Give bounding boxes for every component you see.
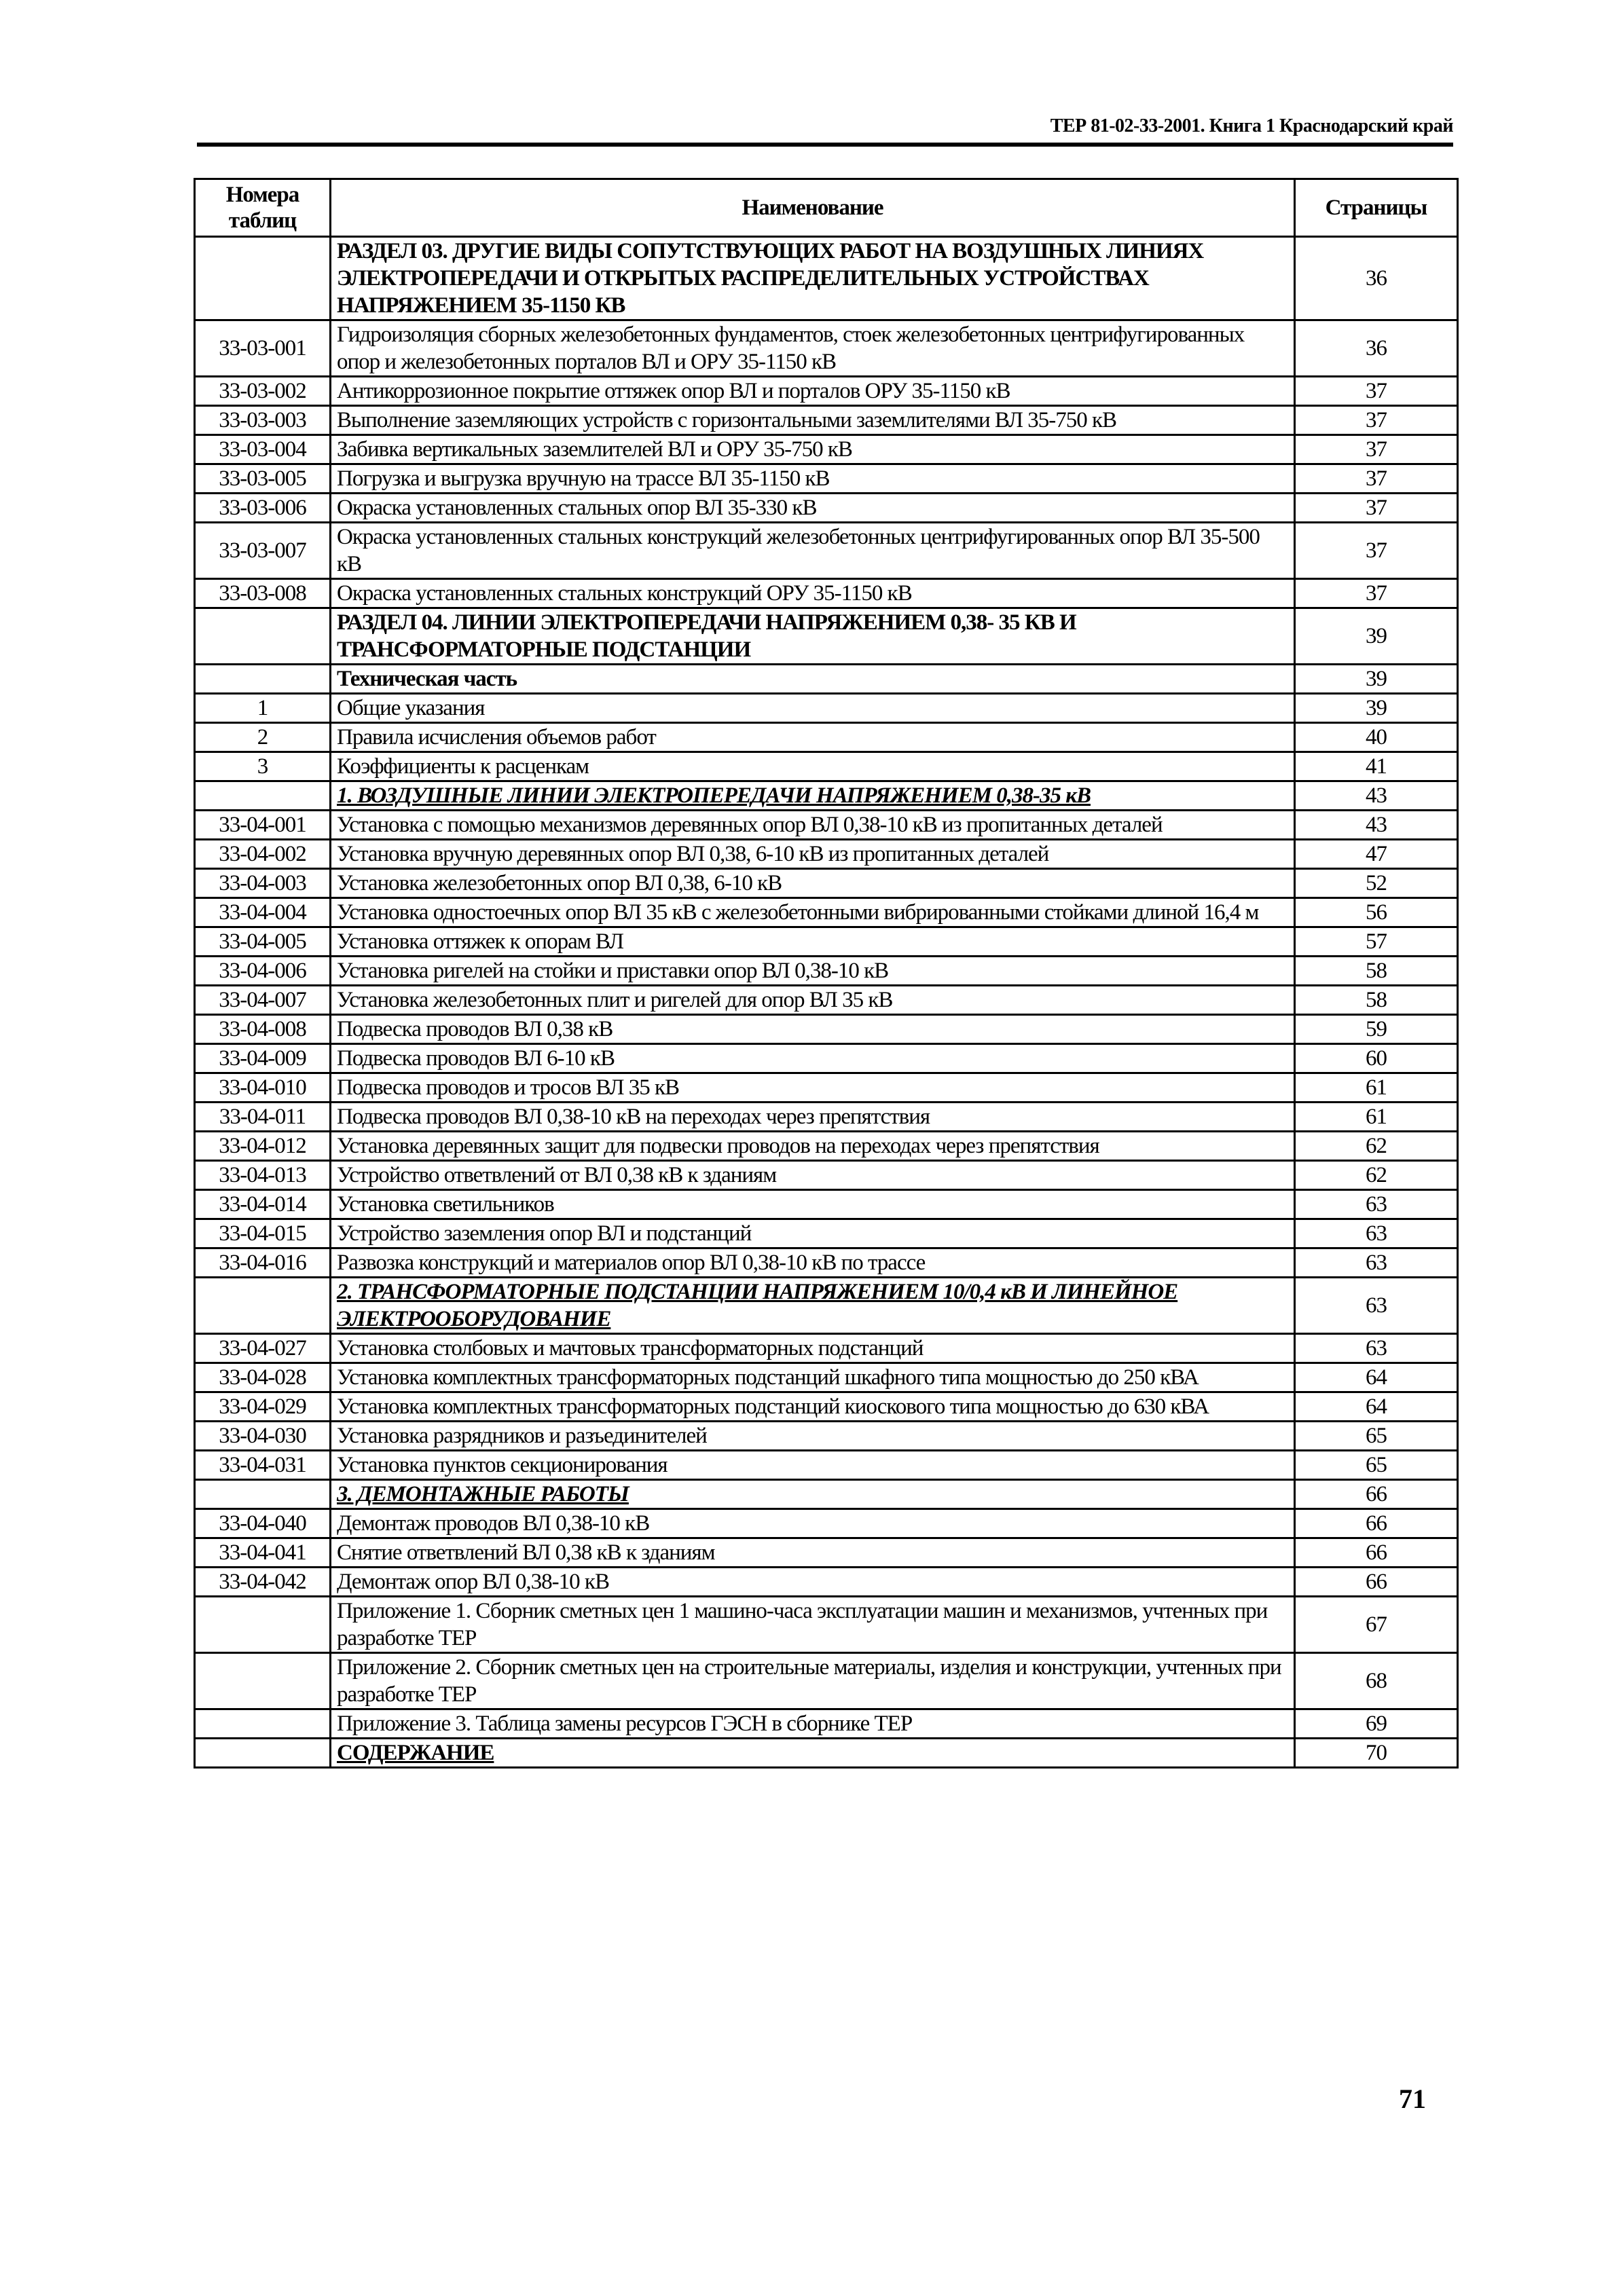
table-name-cell: 1. ВОЗДУШНЫЕ ЛИНИИ ЭЛЕКТРОПЕРЕДАЧИ НАПРЯЖЕНИЕМ 0,38-35 кВ (331, 781, 1295, 811)
table-number-cell: 33-04-027 (195, 1334, 331, 1363)
table-page-cell: 57 (1295, 927, 1458, 957)
header-table-numbers: Номера таблиц (195, 179, 331, 237)
table-name-cell: Демонтаж проводов ВЛ 0,38-10 кВ (331, 1509, 1295, 1538)
table-name-cell: Установка ригелей на стойки и приставки опор ВЛ 0,38-10 кВ (331, 957, 1295, 986)
table-number-cell: 33-04-028 (195, 1363, 331, 1392)
table-page-cell: 64 (1295, 1363, 1458, 1392)
table-number-cell: 33-04-011 (195, 1103, 331, 1132)
table-number-cell: 33-04-004 (195, 898, 331, 927)
table-row (195, 579, 1458, 608)
table-page-cell: 37 (1295, 523, 1458, 579)
table-number-cell (195, 665, 331, 694)
table-page-cell: 40 (1295, 723, 1458, 752)
table-number-cell: 33-04-030 (195, 1422, 331, 1451)
table-page-cell: 39 (1295, 694, 1458, 723)
table-page-cell: 58 (1295, 986, 1458, 1015)
table-name-cell: Окраска установленных стальных опор ВЛ 35-330 кВ (331, 494, 1295, 523)
table-number-cell: 1 (195, 694, 331, 723)
table-number-cell: 33-04-042 (195, 1568, 331, 1597)
table-number-cell: 33-04-041 (195, 1538, 331, 1568)
table-row (195, 1538, 1458, 1568)
table-row (195, 1392, 1458, 1422)
table-row (195, 1509, 1458, 1538)
table-number-cell: 33-03-004 (195, 435, 331, 464)
table-name-cell: Приложение 3. Таблица замены ресурсов ГЭСН в сборнике ТЕР (331, 1709, 1295, 1739)
table-page-cell: 67 (1295, 1597, 1458, 1653)
table-number-cell (195, 1709, 331, 1739)
table-name-cell: Устройство ответвлений от ВЛ 0,38 кВ к зданиям (331, 1161, 1295, 1190)
table-page-cell: 58 (1295, 957, 1458, 986)
table-page-cell: 62 (1295, 1161, 1458, 1190)
table-name-cell: Погрузка и выгрузка вручную на трассе ВЛ 35-1150 кВ (331, 464, 1295, 494)
table-row (195, 464, 1458, 494)
table-page-cell: 37 (1295, 464, 1458, 494)
running-title: ТЕР 81-02-33-2001. Книга 1 Краснодарский край (1050, 115, 1453, 136)
table-name-cell: РАЗДЕЛ 04. ЛИНИИ ЭЛЕКТРОПЕРЕДАЧИ НАПРЯЖЕНИЕМ 0,38- 35 КВ И ТРАНСФОРМАТОРНЫЕ ПОДСТАНЦИИ (331, 608, 1295, 665)
table-name-cell: Демонтаж опор ВЛ 0,38-10 кВ (331, 1568, 1295, 1597)
table-page-cell: 41 (1295, 752, 1458, 781)
table-name-cell: Снятие ответвлений ВЛ 0,38 кВ к зданиям (331, 1538, 1295, 1568)
table-name-cell: Развозка конструкций и материалов опор ВЛ 0,38-10 кВ по трассе (331, 1248, 1295, 1278)
table-number-cell: 33-04-008 (195, 1015, 331, 1044)
table-row (195, 1597, 1458, 1653)
table-row (195, 840, 1458, 869)
table-page-cell: 65 (1295, 1422, 1458, 1451)
table-page-cell: 36 (1295, 237, 1458, 320)
table-number-cell: 33-04-010 (195, 1073, 331, 1103)
table-page-cell: 43 (1295, 781, 1458, 811)
table-row (195, 723, 1458, 752)
table-row (195, 811, 1458, 840)
table-row (195, 523, 1458, 579)
table-number-cell: 33-03-001 (195, 320, 331, 377)
table-number-cell: 33-04-012 (195, 1132, 331, 1161)
table-page-cell: 56 (1295, 898, 1458, 927)
table-name-cell: Коэффициенты к расценкам (331, 752, 1295, 781)
table-name-cell: Техническая часть (331, 665, 1295, 694)
table-row (195, 1568, 1458, 1597)
table-page-cell: 63 (1295, 1278, 1458, 1334)
table-name-cell: Устройство заземления опор ВЛ и подстанций (331, 1219, 1295, 1248)
table-number-cell (195, 237, 331, 320)
table-row (195, 957, 1458, 986)
table-name-cell: Гидроизоляция сборных железобетонных фундаментов, стоек железобетонных центрифугированных опор и железобетонных порталов ВЛ и ОРУ 35-1150 кВ (331, 320, 1295, 377)
table-number-cell: 3 (195, 752, 331, 781)
table-page-cell: 69 (1295, 1709, 1458, 1739)
table-number-cell: 33-04-040 (195, 1509, 331, 1538)
table-row (195, 1363, 1458, 1392)
table-number-cell: 33-03-002 (195, 377, 331, 406)
table-page-cell: 36 (1295, 320, 1458, 377)
table-row (195, 1422, 1458, 1451)
table-row (195, 927, 1458, 957)
table-page-cell: 37 (1295, 579, 1458, 608)
table-page-cell: 61 (1295, 1103, 1458, 1132)
table-number-cell (195, 1739, 331, 1768)
table-number-cell (195, 1597, 331, 1653)
table-row (195, 1480, 1458, 1509)
table-number-cell: 33-03-003 (195, 406, 331, 435)
table-number-cell: 2 (195, 723, 331, 752)
table-row (195, 377, 1458, 406)
table-number-cell (195, 608, 331, 665)
contents-body (195, 237, 1458, 1768)
table-page-cell: 68 (1295, 1653, 1458, 1709)
table-name-cell: 2. ТРАНСФОРМАТОРНЫЕ ПОДСТАНЦИИ НАПРЯЖЕНИЕМ 10/0,4 кВ И ЛИНЕЙНОЕ ЭЛЕКТРООБОРУДОВАНИЕ (331, 1278, 1295, 1334)
table-number-cell: 33-04-002 (195, 840, 331, 869)
table-name-cell: Общие указания (331, 694, 1295, 723)
table-number-cell (195, 781, 331, 811)
table-name-cell: Установка деревянных защит для подвески проводов на переходах через препятствия (331, 1132, 1295, 1161)
table-name-cell: Окраска установленных стальных конструкций железобетонных центрифугированных опор ВЛ 35-500 кВ (331, 523, 1295, 579)
table-page-cell: 60 (1295, 1044, 1458, 1073)
table-page-cell: 52 (1295, 869, 1458, 898)
table-number-cell (195, 1278, 331, 1334)
table-name-cell: Установка пунктов секционирования (331, 1451, 1295, 1480)
table-name-cell: Установка вручную деревянных опор ВЛ 0,38, 6-10 кВ из пропитанных деталей (331, 840, 1295, 869)
table-row (195, 1653, 1458, 1709)
table-number-cell: 33-03-008 (195, 579, 331, 608)
table-number-cell: 33-03-007 (195, 523, 331, 579)
table-name-cell: Подвеска проводов и тросов ВЛ 35 кВ (331, 1073, 1295, 1103)
table-name-cell: Установка комплектных трансформаторных подстанций киоскового типа мощностью до 630 кВА (331, 1392, 1295, 1422)
table-name-cell: Установка комплектных трансформаторных подстанций шкафного типа мощностью до 250 кВА (331, 1363, 1295, 1392)
table-page-cell: 63 (1295, 1248, 1458, 1278)
table-row (195, 869, 1458, 898)
table-row (195, 494, 1458, 523)
table-row (195, 320, 1458, 377)
table-page-cell: 66 (1295, 1509, 1458, 1538)
table-name-cell: Установка железобетонных опор ВЛ 0,38, 6-10 кВ (331, 869, 1295, 898)
table-name-cell: 3. ДЕМОНТАЖНЫЕ РАБОТЫ (331, 1480, 1295, 1509)
table-number-cell: 33-04-015 (195, 1219, 331, 1248)
table-number-cell: 33-04-029 (195, 1392, 331, 1422)
table-number-cell: 33-04-001 (195, 811, 331, 840)
table-page-cell: 63 (1295, 1334, 1458, 1363)
table-row (195, 1190, 1458, 1219)
table-number-cell: 33-04-003 (195, 869, 331, 898)
table-number-cell: 33-04-013 (195, 1161, 331, 1190)
table-number-cell: 33-04-014 (195, 1190, 331, 1219)
table-page-cell: 37 (1295, 406, 1458, 435)
table-page-cell: 66 (1295, 1538, 1458, 1568)
table-name-cell: СОДЕРЖАНИЕ (331, 1739, 1295, 1768)
table-row (195, 665, 1458, 694)
table-row (195, 1451, 1458, 1480)
table-page-cell: 62 (1295, 1132, 1458, 1161)
table-name-cell: Правила исчисления объемов работ (331, 723, 1295, 752)
table-page-cell: 66 (1295, 1480, 1458, 1509)
table-name-cell: Антикоррозионное покрытие оттяжек опор ВЛ и порталов ОРУ 35-1150 кВ (331, 377, 1295, 406)
table-name-cell: Подвеска проводов ВЛ 6-10 кВ (331, 1044, 1295, 1073)
table-row (195, 781, 1458, 811)
table-page-cell: 61 (1295, 1073, 1458, 1103)
table-row (195, 1044, 1458, 1073)
table-row (195, 1739, 1458, 1768)
table-name-cell: Забивка вертикальных заземлителей ВЛ и ОРУ 35-750 кВ (331, 435, 1295, 464)
table-row (195, 1161, 1458, 1190)
table-name-cell: Установка железобетонных плит и ригелей для опор ВЛ 35 кВ (331, 986, 1295, 1015)
table-number-cell: 33-04-005 (195, 927, 331, 957)
table-name-cell: Окраска установленных стальных конструкций ОРУ 35-1150 кВ (331, 579, 1295, 608)
table-row (195, 898, 1458, 927)
table-page-cell: 37 (1295, 377, 1458, 406)
table-row (195, 237, 1458, 320)
table-page-cell: 37 (1295, 494, 1458, 523)
table-number-cell: 33-04-016 (195, 1248, 331, 1278)
table-row (195, 1219, 1458, 1248)
page-number: 71 (1399, 2084, 1426, 2114)
table-row (195, 1709, 1458, 1739)
table-page-cell: 65 (1295, 1451, 1458, 1480)
table-number-cell: 33-03-006 (195, 494, 331, 523)
table-row (195, 406, 1458, 435)
table-name-cell: Установка разрядников и разъединителей (331, 1422, 1295, 1451)
table-name-cell: Установка оттяжек к опорам ВЛ (331, 927, 1295, 957)
table-page-cell: 59 (1295, 1015, 1458, 1044)
table-name-cell: Установка светильников (331, 1190, 1295, 1219)
table-page-cell: 39 (1295, 608, 1458, 665)
table-row (195, 986, 1458, 1015)
header-name: Наименование (331, 179, 1295, 237)
table-page-cell: 70 (1295, 1739, 1458, 1768)
table-row (195, 694, 1458, 723)
table-name-cell: Подвеска проводов ВЛ 0,38-10 кВ на переходах через препятствия (331, 1103, 1295, 1132)
header-pages: Страницы (1295, 179, 1458, 237)
table-name-cell: Установка одностоечных опор ВЛ 35 кВ с железобетонными вибрированными стойками длиной 16,4 м (331, 898, 1295, 927)
table-row (195, 1132, 1458, 1161)
table-row (195, 1278, 1458, 1334)
table-row (195, 1015, 1458, 1044)
table-row (195, 1073, 1458, 1103)
table-name-cell: Установка столбовых и мачтовых трансформаторных подстанций (331, 1334, 1295, 1363)
table-name-cell: Приложение 2. Сборник сметных цен на строительные материалы, изделия и конструкции, учтенных при разработке ТЕР (331, 1653, 1295, 1709)
table-number-cell: 33-04-006 (195, 957, 331, 986)
table-number-cell (195, 1480, 331, 1509)
table-page-cell: 66 (1295, 1568, 1458, 1597)
table-page-cell: 47 (1295, 840, 1458, 869)
table-page-cell: 43 (1295, 811, 1458, 840)
table-row (195, 608, 1458, 665)
table-number-cell: 33-04-007 (195, 986, 331, 1015)
table-page-cell: 63 (1295, 1190, 1458, 1219)
table-row (195, 1248, 1458, 1278)
table-page-cell: 37 (1295, 435, 1458, 464)
table-row (195, 1334, 1458, 1363)
header-rule (197, 143, 1453, 147)
table-row (195, 1103, 1458, 1132)
table-number-cell: 33-04-009 (195, 1044, 331, 1073)
table-name-cell: Приложение 1. Сборник сметных цен 1 машино-часа эксплуатации машин и механизмов, учтенных при разработке ТЕР (331, 1597, 1295, 1653)
table-name-cell: Подвеска проводов ВЛ 0,38 кВ (331, 1015, 1295, 1044)
table-page-cell: 39 (1295, 665, 1458, 694)
table-number-cell: 33-03-005 (195, 464, 331, 494)
table-name-cell: РАЗДЕЛ 03. ДРУГИЕ ВИДЫ СОПУТСТВУЮЩИХ РАБОТ НА ВОЗДУШНЫХ ЛИНИЯХ ЭЛЕКТРОПЕРЕДАЧИ И ОТКРЫТЫХ РАСПРЕДЕЛИТЕЛЬНЫХ УСТРОЙСТВАХ НАПРЯЖЕНИЕМ 35-1150 КВ (331, 237, 1295, 320)
table-page-cell: 64 (1295, 1392, 1458, 1422)
contents-table (194, 178, 1459, 1769)
table-row (195, 752, 1458, 781)
table-number-cell: 33-04-031 (195, 1451, 331, 1480)
table-row (195, 435, 1458, 464)
table-name-cell: Установка с помощью механизмов деревянных опор ВЛ 0,38-10 кВ из пропитанных деталей (331, 811, 1295, 840)
table-number-cell (195, 1653, 331, 1709)
table-page-cell: 63 (1295, 1219, 1458, 1248)
table-name-cell: Выполнение заземляющих устройств с горизонтальными заземлителями ВЛ 35-750 кВ (331, 406, 1295, 435)
